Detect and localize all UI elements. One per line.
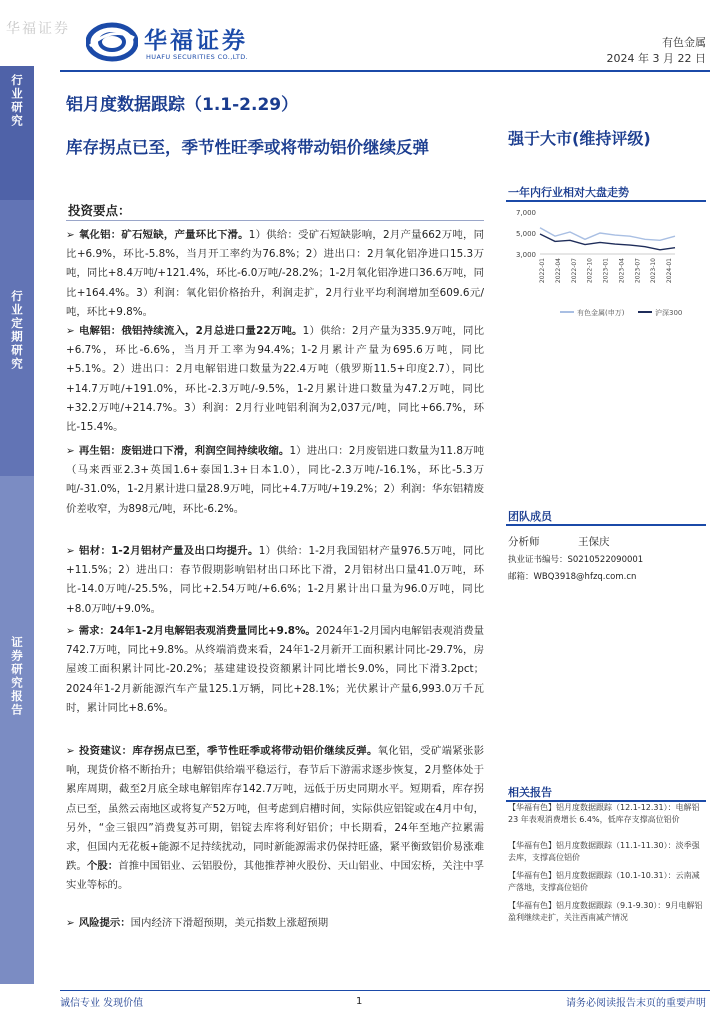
x-tick-label: 2024-01	[666, 258, 673, 284]
key-point-text: 1）供给：受矿石短缺影响，2月产量662万吨，同比+6.9%，环比-5.8%，当月开工率约为76.8%；2）进出口：2月氧化铝净进口15.3万吨，同比+8.4万吨/+121.4%，环比-6.0万吨/-28.2%；1-2月氧化铝净进口36.6万吨，同比+164.4%。3）利润：氧化铝价格抬升，利润走扩，2月行业平均利润增加至609.6元/吨，环比+9.8%。	[66, 229, 484, 318]
logo-mark-icon	[86, 22, 138, 62]
legend-label: 沪深300	[655, 309, 683, 317]
key-point	[66, 542, 484, 619]
key-point	[66, 226, 484, 322]
key-point-heading: 再生铝：废铝进口下滑，利润空间持续收缩。	[78, 445, 290, 457]
risk-heading: 风险提示：	[78, 917, 131, 929]
footer-divider	[60, 990, 710, 991]
analyst-name: 王保庆	[578, 536, 610, 548]
arrow-bullet-icon: ➢	[66, 917, 75, 929]
team-divider	[506, 524, 706, 526]
related-reports-title: 相关报告	[508, 786, 552, 799]
key-point-heading: 需求：24年1-2月电解铝表观消费量同比+9.8%。	[78, 625, 316, 637]
x-tick-label: 2022-04	[554, 258, 562, 284]
brand-name-cn: 华福证券	[144, 27, 248, 54]
arrow-bullet-icon: ➢	[66, 545, 75, 557]
key-point-text: 首推中国铝业、云铝股份，其他推荐神火股份、天山铝业、中国宏桥，关注中孚实业等标的。	[66, 860, 485, 892]
analyst-email[interactable]: 邮箱：WBQ3918@hfzq.com.cn	[508, 572, 637, 582]
key-point-text: 1）供给：1-2月我国铝材产量976.5万吨，同比+11.5%；2）进出口：春节假期影响铝材出口环比下滑，2月铝材出口量41.0万吨，环比-14.0万吨/-25.5%，同比+2.54万吨/+6.6%；1-2月累计出口量为96.0万吨，同比+8.0万吨/+9.0%。	[66, 545, 485, 615]
related-report-link[interactable]: 【华福有色】铝月度数据跟踪（12.1-12.31）：电解铝 23 年表观消费增长 6.4%，低库存支撑高位铝价	[508, 803, 700, 824]
risk-warning	[66, 914, 484, 933]
side-band-segment	[0, 66, 34, 200]
risk-text: 国内经济下滑超预期，美元指数上涨超预期	[130, 917, 329, 929]
chart-divider	[506, 200, 706, 202]
key-point-text: 氧化铝，受矿端紧张影响，现货价格不断抬升；电解铝供给端平稳运行，春节后下游需求逐步恢复，2月整体处于累库周期，截至2月底全球电解铝库存142.7万吨，远低于历史同期水平。短期看，库存拐点已至，虽然云南地区或将复产52万吨，但考虑到启槽时间，实际供应铝锭或在4月中旬，另外，“金三银四”消费复苏可期，铝锭去库将利好铝价；中长期看，24年至地产拉累需求，但国内无花板+能源不足持续扰动，同时新能源需求仍保持旺盛，紧平衡致铝价易涨难跌。	[66, 745, 485, 873]
side-band-label: 证券研究报告	[10, 636, 24, 717]
page-number: 1	[356, 996, 363, 1007]
key-point	[66, 442, 484, 519]
side-band-segment	[0, 476, 34, 984]
x-tick-label: 2023-04	[618, 258, 626, 284]
series-line	[540, 234, 675, 250]
related-report-link[interactable]: 【华福有色】铝月度数据跟踪（11.1-11.30）：淡季强去库，支撑高位铝价	[508, 841, 700, 862]
section-divider	[66, 220, 484, 221]
y-tick-label: 7,000	[515, 209, 536, 217]
x-tick-label: 2022-10	[586, 258, 594, 284]
y-tick-label: 3,000	[515, 251, 536, 259]
relative-performance-chart	[500, 204, 710, 326]
x-tick-label: 2022-07	[570, 258, 578, 284]
report-date: 2024 年 3 月 22 日	[606, 52, 706, 65]
brand-logo	[86, 20, 266, 66]
arrow-bullet-icon: ➢	[66, 325, 75, 337]
key-point	[66, 622, 484, 718]
team-title: 团队成员	[508, 510, 552, 523]
key-point	[66, 742, 484, 896]
arrow-bullet-icon: ➢	[66, 625, 75, 637]
footer-slogan: 诚信专业 发现价值	[60, 998, 144, 1009]
brand-name-en: HUAFU SECURITIES CO.,LTD.	[146, 53, 249, 61]
arrow-bullet-icon: ➢	[66, 445, 75, 457]
report-headline: 库存拐点已至，季节性旺季或将带动铝价继续反弹	[66, 138, 429, 157]
related-report-link[interactable]: 【华福有色】铝月度数据跟踪（9.1-9.30）：9月电解铝盈利继续走扩，关注西南减产情况	[508, 901, 703, 922]
side-band-segment	[0, 200, 34, 476]
key-point-heading: 铝材：1-2月铝材产量及出口均提升。	[78, 545, 259, 557]
side-band-label: 行业研究	[10, 74, 24, 128]
key-point-text: 2024年1-2月国内电解铝表观消费量742.7万吨，同比+9.8%。从终端消费来看，24年1-2月新开工面积累计同比-29.7%，房屋竣工面积累计同比-20.2%；基建建设投资额累计同比增长9.0%，同比下滑3.2pct；2024年1-2月新能源汽车产量125.1万辆，同比+28.1%；光伏累计产量6,993.0万千瓦时，累计同比+8.6%。	[66, 625, 484, 714]
side-band	[0, 66, 34, 984]
header-divider	[60, 70, 710, 72]
industry-rating: 强于大市(维持评级)	[508, 129, 651, 148]
series-line	[540, 228, 675, 241]
arrow-bullet-icon: ➢	[66, 745, 75, 757]
related-report-link[interactable]: 【华福有色】铝月度数据跟踪（10.1-10.31）：云南减产落地，支撑高位铝价	[508, 871, 700, 892]
analyst-role: 分析师	[508, 536, 540, 548]
x-tick-label: 2022-01	[539, 258, 546, 284]
key-point-heading: 氧化铝：矿石短缺，产量环比下滑。	[78, 229, 249, 241]
key-point	[66, 322, 484, 437]
legend-label: 有色金属(申万)	[577, 309, 625, 317]
watermark: 华福证券	[6, 21, 70, 37]
key-point-heading: 电解铝：俄铝持续流入，2月总进口量22万吨。	[78, 325, 303, 337]
key-point-heading: 投资建议：库存拐点已至，季节性旺季或将带动铝价继续反弹。	[78, 745, 378, 757]
industry-label: 有色金属	[662, 36, 706, 49]
x-tick-label: 2023-01	[602, 258, 610, 284]
arrow-bullet-icon: ➢	[66, 229, 75, 241]
y-tick-label: 5,000	[515, 230, 536, 238]
key-point-text: 1）进出口：2月废铝进口数量为11.8万吨（马来西亚2.3+英国1.6+泰国1.3+日本1.0），同比-2.3万吨/-16.1%，环比-5.3万吨/-31.0%，1-2月累计进口量28.9万吨，同比+4.7万吨/+19.2%；2）利润：华东铝精废价差收窄，为898元/吨，环比-6.2%。	[66, 445, 485, 515]
report-title: 铝月度数据跟踪（1.1-2.29）	[66, 95, 299, 115]
x-tick-label: 2023-07	[634, 258, 642, 284]
analyst-certificate: 执业证书编号：S0210522090001	[508, 555, 644, 565]
key-point-text: 1）供给：2月产量为335.9万吨，同比+6.7%，环比-6.6%，当月开工率为94.4%；1-2月累计产量为695.6万吨，同比+5.1%。2）进出口：2月电解铝进口数量为22.4万吨（俄罗斯11.5+印度2.7），同比+14.7万吨/+191.0%，环比-2.3万吨/-9.5%，1-2月累计进口数量为47.2万吨，同比+32.2万吨/+214.7%。3）利润：2月行业吨铝利润为2,037元/吨，同比+66.7%，环比-15.4%。	[66, 325, 485, 434]
section-title: 投资要点：	[68, 203, 131, 218]
footer-disclaimer: 请务必阅读报告末页的重要声明	[566, 998, 706, 1009]
side-band-label: 行业定期研究	[10, 290, 24, 371]
x-tick-label: 2023-10	[650, 258, 658, 284]
key-point-subheading: 个股：	[86, 860, 119, 873]
chart-title: 一年内行业相对大盘走势	[508, 186, 629, 199]
